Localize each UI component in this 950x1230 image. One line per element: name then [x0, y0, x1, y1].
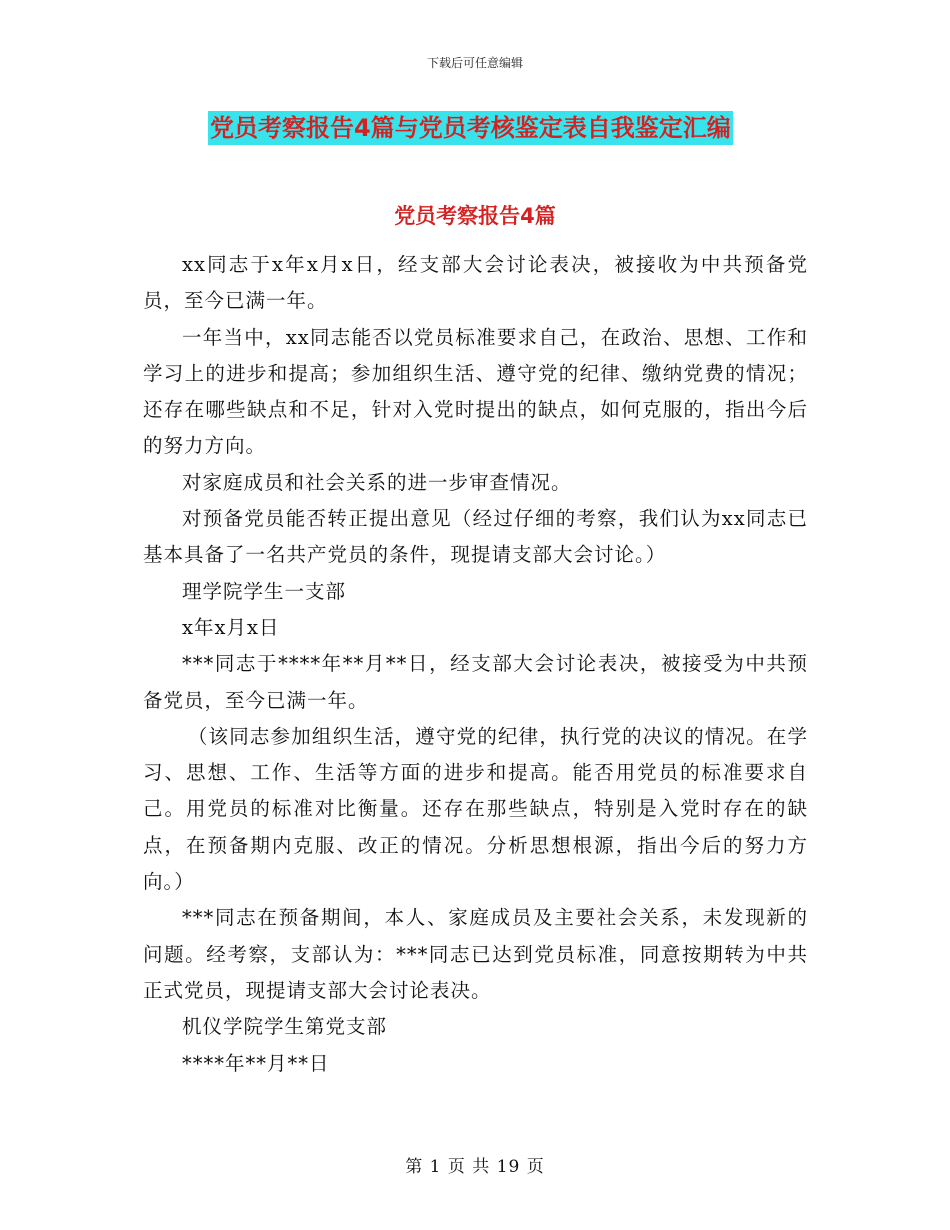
signature-date: x年x月x日	[182, 615, 280, 639]
sub-title: 党员考察报告4篇	[394, 204, 556, 228]
paragraph: ***同志于****年**月**日，经支部大会讨论表决，被接受为中共预备党员，至今已满一年。	[143, 652, 808, 712]
page-footer: 第 1 页 共 19 页	[405, 1157, 545, 1177]
paragraph: 对家庭成员和社会关系的进一步审查情况。	[182, 470, 572, 494]
paragraph: ***同志在预备期间，本人、家庭成员及主要社会关系，未发现新的问题。经考察，支部认为：***同志已达到党员标准，同意按期转为中共正式党员，现提请支部大会讨论表决。	[143, 906, 808, 1002]
paragraph: 一年当中，xx同志能否以党员标准要求自己，在政治、思想、工作和学习上的进步和提高；参加组织生活、遵守党的纪律、缴纳党费的情况；还存在哪些缺点和不足，针对入党时提出的缺点，如何克服的，指出今后的努力方向。	[143, 325, 808, 458]
paragraph: （该同志参加组织生活，遵守党的纪律，执行党的决议的情况。在学习、思想、工作、生活等方面的进步和提高。能否用党员的标准要求自己。用党员的标准对比衡量。还存在那些缺点，特别是入党时存在的缺点，在预备期内克服、改正的情况。分析思想根源，指出今后的努力方向。）	[143, 724, 808, 894]
document-body	[143, 247, 808, 1082]
signature-date: ****年**月**日	[182, 1051, 330, 1075]
branch-signature: 机仪学院学生第党支部	[182, 1015, 388, 1039]
branch-signature: 理学院学生一支部	[182, 579, 347, 603]
header-note: 下载后可任意编辑	[426, 56, 523, 70]
paragraph: 对预备党员能否转正提出意见（经过仔细的考察，我们认为xx同志已基本具备了一名共产党员的条件，现提请支部大会讨论。）	[143, 507, 808, 567]
main-title: 党员考察报告4篇与党员考核鉴定表自我鉴定汇编	[208, 111, 733, 145]
paragraph: xx同志于x年x月x日，经支部大会讨论表决，被接收为中共预备党员，至今已满一年。	[143, 253, 808, 313]
main-title-container	[208, 111, 733, 145]
